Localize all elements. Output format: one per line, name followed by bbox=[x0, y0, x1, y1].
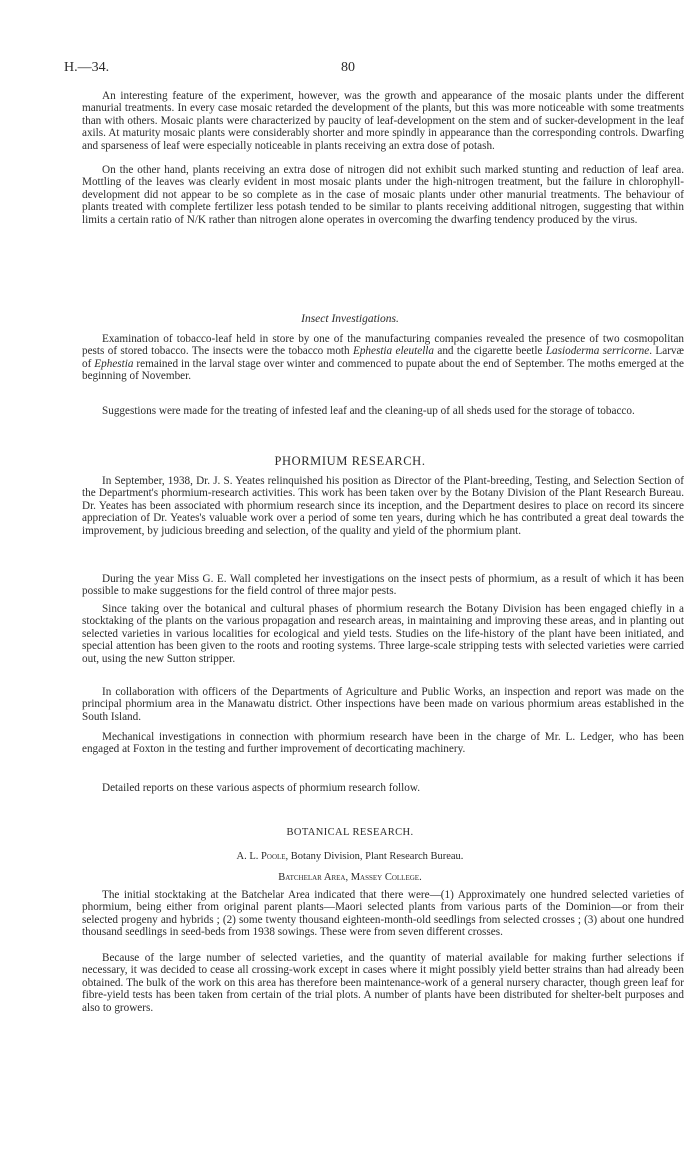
phormium-paragraph-6: Detailed reports on these various aspects of phormium research follow. bbox=[102, 782, 421, 794]
phormium-paragraph-3: Since taking over the botanical and cultural phases of phormium research the Botany Division has been engaged chiefly in a stocktaking of the plants on the various propagation and research areas, in maintaining and improving these areas, and in planting out selected varieties in various localities for ecological and yield tests. Studies on the life-history of the plant have been initiated, and special attention has been given to the roots and rooting systems. Three large-scale stripping tests with selected varieties were carried out, using the new Sutton stripper. bbox=[82, 603, 684, 665]
phormium-paragraph-2: During the year Miss G. E. Wall completed her investigations on the insect pests of phormium, as a result of which it has been possible to make suggestions for the field control of three major pests. bbox=[82, 573, 684, 598]
document-reference: H.—34. bbox=[64, 60, 110, 75]
author-byline: A. L. Poole, Botany Division, Plant Research Bureau. bbox=[236, 851, 464, 862]
species-name: Ephestia bbox=[94, 357, 134, 370]
batchelar-area-subheading: Batchelar Area, Massey College. bbox=[278, 872, 422, 883]
mosaic-paragraph-1: An interesting feature of the experiment, however, was the growth and appearance of the mosaic plants under the different manurial treatments. In every case mosaic retarded the development of the plants, but this was more noticeable with some treatments than with others. Mosaic plants were characterized by paucity of leaf-development on the stem and of sucker-development in the leaf axils. At maturity mosaic plants were considerably shorter and more spindly in appearance than the corresponding controls. Dwarfing and sparseness of leaf were especially noticeable in plants receiving an extra dose of potash. bbox=[82, 90, 684, 152]
phormium-paragraph-4: In collaboration with officers of the Departments of Agriculture and Public Works, an inspection and report was made on the principal phormium area in the Manawatu district. Other inspections have been made on various phormium areas established in the South Island. bbox=[82, 686, 684, 723]
mosaic-paragraph-2: On the other hand, plants receiving an extra dose of nitrogen did not exhibit such marked stunting and reduction of leaf area. Mottling of the leaves was clearly evident in most mosaic plants under the high-nitrogen treatment, but the failure in chlorophyll-development did not appear to be so complete as in the case of mosaic plants under other manurial treatments. The behaviour of plants treated with complete fertilizer less potash tended to be similar to plants receiving additional nitrogen, suggesting that within limits a certain ratio of N/K rather than nitrogen alone operates in overcoming the dwarfing tendency produced by the virus. bbox=[82, 164, 684, 226]
insect-paragraph-2: Suggestions were made for the treating of infested leaf and the cleaning-up of all sheds used for the storage of tobacco. bbox=[102, 405, 635, 417]
botanical-paragraph-1: The initial stocktaking at the Batchelar Area indicated that there were—(1) Approximately one hundred selected varieties of phormium, being either from original parent plants—Maori selected plants from various parts of the Dominion—or from their selected progeny and hybrids ; (2) some twenty thousand eighteen-month-old seedlings from selected crosses ; (3) about one hundred thousand seedlings in seed-beds from 1938 sowings. These were from seven different crosses. bbox=[82, 889, 684, 939]
insect-paragraph-1: Examination of tobacco-leaf held in store by one of the manufacturing companies revealed the presence of two cosmopolitan pests of stored tobacco. The insects were the tobacco moth Ephestia eleutella and the cigarette beetle Lasioderma serricorne. Larvæ of Ephestia remained in the larval stage over winter and commenced to pupate about the end of September. The moths emerged at the beginning of November. bbox=[82, 333, 685, 383]
phormium-research-heading: PHORMIUM RESEARCH. bbox=[274, 454, 426, 468]
species-name: Lasioderma serricorne bbox=[545, 345, 650, 358]
phormium-paragraph-1: In September, 1938, Dr. J. S. Yeates relinquished his position as Director of the Plant-breeding, Testing, and Selection Section of the Department's phormium-research activities. This work has been taken over by the Botany Division of the Plant Research Bureau. Dr. Yeates has been associated with phormium research since its inception, and the Department desires to place on record its sincere appreciation of Dr. Yeates's valuable work over a period of some ten years, during which he has contributed a great deal towards the improvement, by judicious breeding and selection, of the quality and yield of the phormium plant. bbox=[82, 475, 684, 537]
insect-investigations-heading: Insect Investigations. bbox=[301, 313, 399, 325]
botanical-research-heading: BOTANICAL RESEARCH. bbox=[286, 827, 414, 838]
page-number: 80 bbox=[341, 60, 355, 75]
species-name: Ephestia eleutella bbox=[352, 345, 435, 358]
botanical-paragraph-2: Because of the large number of selected varieties, and the quantity of material available for making further selections if necessary, it was decided to cease all crossing-work except in cases where it might possibly yield better strains than had already been obtained. The bulk of the work on this area has therefore been maintenance-work of a general nursery character, though green leaf for fibre-yield tests has been taken from certain of the trial plots. A number of plants have been distributed for shelter-belt purposes and also to growers. bbox=[82, 952, 684, 1014]
phormium-paragraph-5: Mechanical investigations in connection with phormium research have been in the charge of Mr. L. Ledger, who has been engaged at Foxton in the testing and further improvement of decorticating machinery. bbox=[82, 731, 684, 756]
